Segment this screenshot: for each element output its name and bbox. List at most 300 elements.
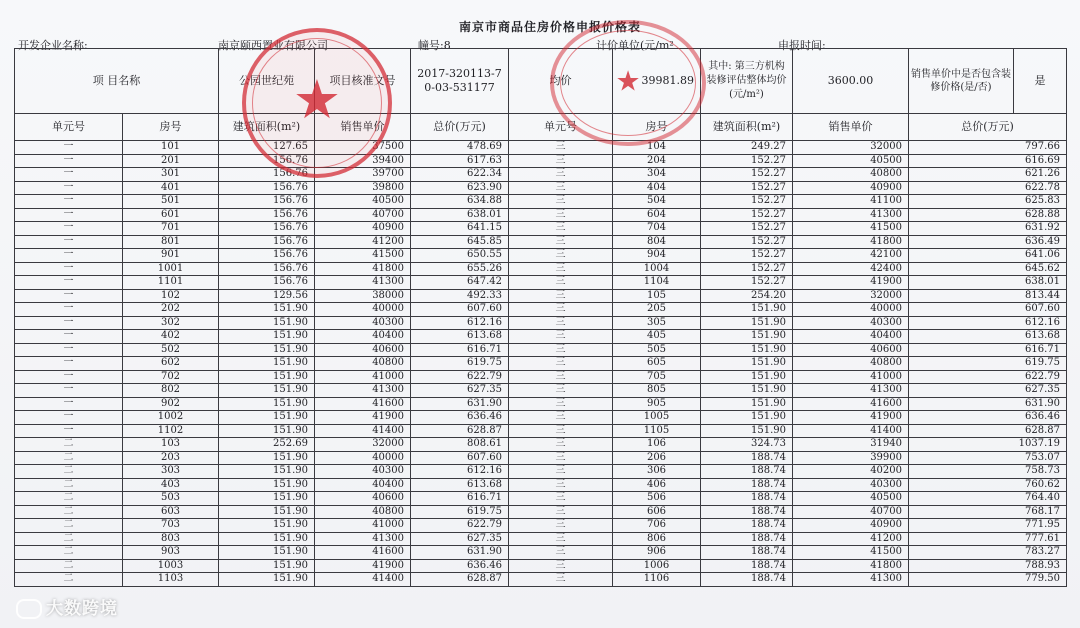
table-cell: 40400 xyxy=(315,330,411,344)
table-cell: 三 xyxy=(509,519,613,533)
table-cell: 40700 xyxy=(315,208,411,222)
table-cell: 151.90 xyxy=(701,370,793,384)
table-cell: 152.27 xyxy=(701,181,793,195)
table-cell: 204 xyxy=(613,154,701,168)
table-cell: 三 xyxy=(509,492,613,506)
table-cell: 41000 xyxy=(315,519,411,533)
table-cell: 628.87 xyxy=(411,424,509,438)
table-cell: 636.49 xyxy=(909,235,1067,249)
table-cell: 156.76 xyxy=(219,154,315,168)
table-cell: 151.90 xyxy=(219,573,315,587)
table-row xyxy=(15,181,1067,195)
table-row xyxy=(15,397,1067,411)
table-cell: 636.46 xyxy=(411,411,509,425)
table-cell: 628.88 xyxy=(909,208,1067,222)
table-cell: 641.06 xyxy=(909,249,1067,263)
table-cell: 41400 xyxy=(793,424,909,438)
developer-label: 开发企业名称: xyxy=(18,39,88,52)
table-cell: 三 xyxy=(509,573,613,587)
table-cell: 40200 xyxy=(793,465,909,479)
table-cell: 188.74 xyxy=(701,519,793,533)
table-cell: 622.34 xyxy=(411,168,509,182)
table-cell: 1105 xyxy=(613,424,701,438)
table-cell: 616.69 xyxy=(909,154,1067,168)
table-cell: 156.76 xyxy=(219,195,315,209)
table-cell: 一 xyxy=(15,154,123,168)
table-cell: 613.68 xyxy=(909,330,1067,344)
table-row xyxy=(15,141,1067,155)
table-cell: 156.76 xyxy=(219,222,315,236)
table-cell: 41800 xyxy=(793,235,909,249)
table-cell: 151.90 xyxy=(219,559,315,573)
table-cell: 152.27 xyxy=(701,195,793,209)
table-cell: 40600 xyxy=(315,492,411,506)
table-cell: 151.90 xyxy=(219,303,315,317)
table-cell: 40600 xyxy=(793,343,909,357)
table-row xyxy=(15,168,1067,182)
table-cell: 1101 xyxy=(123,276,219,290)
table-cell: 152.27 xyxy=(701,262,793,276)
average-price-label: 均价 xyxy=(509,49,613,114)
table-cell: 783.27 xyxy=(909,546,1067,560)
table-cell: 105 xyxy=(613,289,701,303)
table-cell: 151.90 xyxy=(701,303,793,317)
table-cell: 151.90 xyxy=(219,343,315,357)
table-cell: 40700 xyxy=(793,505,909,519)
table-cell: 625.83 xyxy=(909,195,1067,209)
table-row xyxy=(15,451,1067,465)
table-cell: 三 xyxy=(509,262,613,276)
table-cell: 41800 xyxy=(793,559,909,573)
star-icon: ★ xyxy=(615,64,641,98)
table-cell: 156.76 xyxy=(219,235,315,249)
table-cell: 二 xyxy=(15,573,123,587)
table-cell: 619.75 xyxy=(411,505,509,519)
table-cell: 627.35 xyxy=(411,532,509,546)
table-cell: 40000 xyxy=(315,451,411,465)
table-cell: 三 xyxy=(509,249,613,263)
column-header: 销售单价 xyxy=(793,114,909,141)
table-row xyxy=(15,478,1067,492)
table-cell: 631.90 xyxy=(411,546,509,560)
table-cell: 202 xyxy=(123,303,219,317)
table-cell: 406 xyxy=(613,478,701,492)
report-time-label: 申报时间: xyxy=(778,39,826,52)
table-cell: 188.74 xyxy=(701,451,793,465)
table-cell: 623.90 xyxy=(411,181,509,195)
table-cell: 301 xyxy=(123,168,219,182)
table-cell: 129.56 xyxy=(219,289,315,303)
table-cell: 404 xyxy=(613,181,701,195)
table-cell: 一 xyxy=(15,195,123,209)
table-cell: 622.78 xyxy=(909,181,1067,195)
table-cell: 三 xyxy=(509,397,613,411)
table-cell: 705 xyxy=(613,370,701,384)
table-cell: 613.68 xyxy=(411,478,509,492)
column-header: 总价(万元) xyxy=(411,114,509,141)
table-cell: 二 xyxy=(15,465,123,479)
table-cell: 102 xyxy=(123,289,219,303)
table-cell: 一 xyxy=(15,411,123,425)
table-cell: 151.90 xyxy=(219,519,315,533)
table-cell: 188.74 xyxy=(701,478,793,492)
table-cell: 41400 xyxy=(315,573,411,587)
decoration-price-value: 3600.00 xyxy=(793,49,909,114)
table-cell: 二 xyxy=(15,559,123,573)
table-cell: 41900 xyxy=(315,559,411,573)
table-cell: 607.60 xyxy=(411,451,509,465)
table-cell: 三 xyxy=(509,357,613,371)
table-cell: 619.75 xyxy=(909,357,1067,371)
table-cell: 一 xyxy=(15,181,123,195)
table-cell: 205 xyxy=(613,303,701,317)
table-cell: 40000 xyxy=(315,303,411,317)
table-cell: 三 xyxy=(509,222,613,236)
table-cell: 二 xyxy=(15,519,123,533)
table-cell: 40000 xyxy=(793,303,909,317)
table-cell: 40800 xyxy=(793,357,909,371)
table-cell: 206 xyxy=(613,451,701,465)
table-cell: 760.62 xyxy=(909,478,1067,492)
table-cell: 39400 xyxy=(315,154,411,168)
table-cell: 40400 xyxy=(793,330,909,344)
table-cell: 40900 xyxy=(793,181,909,195)
table-cell: 638.01 xyxy=(909,276,1067,290)
table-cell: 41400 xyxy=(315,424,411,438)
table-cell: 二 xyxy=(15,478,123,492)
table-cell: 二 xyxy=(15,532,123,546)
table-cell: 三 xyxy=(509,168,613,182)
table-cell: 478.69 xyxy=(411,141,509,155)
table-cell: 三 xyxy=(509,424,613,438)
table-cell: 151.90 xyxy=(219,316,315,330)
table-cell: 605 xyxy=(613,357,701,371)
table-cell: 617.63 xyxy=(411,154,509,168)
table-cell: 151.90 xyxy=(701,330,793,344)
table-cell: 1006 xyxy=(613,559,701,573)
decoration-included-cell xyxy=(909,49,1067,114)
table-cell: 152.27 xyxy=(701,208,793,222)
table-cell: 188.74 xyxy=(701,532,793,546)
table-cell: 806 xyxy=(613,532,701,546)
table-row xyxy=(15,235,1067,249)
table-cell: 一 xyxy=(15,222,123,236)
table-cell: 101 xyxy=(123,141,219,155)
decoration-included-value: 是 xyxy=(1034,74,1046,87)
table-cell: 612.16 xyxy=(411,465,509,479)
table-cell: 40400 xyxy=(315,478,411,492)
table-cell: 一 xyxy=(15,343,123,357)
table-cell: 1037.19 xyxy=(909,438,1067,452)
table-cell: 152.27 xyxy=(701,222,793,236)
table-cell: 636.46 xyxy=(909,411,1067,425)
table-cell: 41300 xyxy=(315,532,411,546)
table-cell: 156.76 xyxy=(219,168,315,182)
table-cell: 156.76 xyxy=(219,181,315,195)
table-cell: 104 xyxy=(613,141,701,155)
table-row xyxy=(15,424,1067,438)
table-cell: 655.26 xyxy=(411,262,509,276)
table-cell: 40900 xyxy=(793,519,909,533)
table-cell: 616.71 xyxy=(411,492,509,506)
table-cell: 156.76 xyxy=(219,276,315,290)
table-cell: 40500 xyxy=(793,492,909,506)
column-header: 单元号 xyxy=(15,114,123,141)
table-row xyxy=(15,222,1067,236)
table-row xyxy=(15,438,1067,452)
table-cell: 627.35 xyxy=(909,384,1067,398)
table-cell: 三 xyxy=(509,559,613,573)
table-cell: 645.62 xyxy=(909,262,1067,276)
table-cell: 41900 xyxy=(793,276,909,290)
table-cell: 31940 xyxy=(793,438,909,452)
table-cell: 188.74 xyxy=(701,465,793,479)
table-cell: 1004 xyxy=(613,262,701,276)
table-cell: 768.17 xyxy=(909,505,1067,519)
table-cell: 41800 xyxy=(315,262,411,276)
table-cell: 151.90 xyxy=(219,357,315,371)
table-cell: 41600 xyxy=(315,546,411,560)
table-cell: 39900 xyxy=(793,451,909,465)
table-cell: 151.90 xyxy=(701,411,793,425)
table-cell: 156.76 xyxy=(219,208,315,222)
table-cell: 601 xyxy=(123,208,219,222)
table-row xyxy=(15,303,1067,317)
table-cell: 42400 xyxy=(793,262,909,276)
table-cell: 三 xyxy=(509,343,613,357)
table-cell: 492.33 xyxy=(411,289,509,303)
price-table xyxy=(14,48,1067,587)
table-cell: 306 xyxy=(613,465,701,479)
table-cell: 二 xyxy=(15,492,123,506)
table-cell: 40300 xyxy=(315,316,411,330)
table-cell: 506 xyxy=(613,492,701,506)
table-row xyxy=(15,208,1067,222)
project-info-row xyxy=(15,49,1067,114)
table-row xyxy=(15,330,1067,344)
table-cell: 39800 xyxy=(315,181,411,195)
table-cell: 二 xyxy=(15,451,123,465)
table-cell: 一 xyxy=(15,235,123,249)
table-cell: 188.74 xyxy=(701,559,793,573)
table-cell: 三 xyxy=(509,465,613,479)
table-cell: 706 xyxy=(613,519,701,533)
table-cell: 1005 xyxy=(613,411,701,425)
project-name-label: 项 目名称 xyxy=(15,49,219,114)
table-cell: 41300 xyxy=(315,276,411,290)
table-cell: 616.71 xyxy=(411,343,509,357)
table-cell: 127.65 xyxy=(219,141,315,155)
table-cell: 三 xyxy=(509,316,613,330)
table-cell: 39700 xyxy=(315,168,411,182)
table-row xyxy=(15,384,1067,398)
table-cell: 188.74 xyxy=(701,492,793,506)
table-cell: 403 xyxy=(123,478,219,492)
table-row xyxy=(15,154,1067,168)
watermark xyxy=(16,594,118,619)
table-cell: 40600 xyxy=(315,343,411,357)
table-cell: 一 xyxy=(15,276,123,290)
table-cell: 三 xyxy=(509,276,613,290)
table-cell: 41000 xyxy=(315,370,411,384)
table-row xyxy=(15,370,1067,384)
table-cell: 619.75 xyxy=(411,357,509,371)
table-cell: 151.90 xyxy=(219,532,315,546)
table-cell: 三 xyxy=(509,411,613,425)
table-row xyxy=(15,546,1067,560)
table-cell: 一 xyxy=(15,262,123,276)
table-cell: 638.01 xyxy=(411,208,509,222)
table-cell: 41500 xyxy=(793,546,909,560)
column-header: 房号 xyxy=(613,114,701,141)
table-cell: 1003 xyxy=(123,559,219,573)
table-cell: 一 xyxy=(15,303,123,317)
column-header: 房号 xyxy=(123,114,219,141)
table-cell: 602 xyxy=(123,357,219,371)
table-cell: 905 xyxy=(613,397,701,411)
table-cell: 1106 xyxy=(613,573,701,587)
table-cell: 647.42 xyxy=(411,276,509,290)
table-row xyxy=(15,519,1067,533)
table-cell: 40500 xyxy=(793,154,909,168)
table-cell: 41500 xyxy=(793,222,909,236)
table-cell: 808.61 xyxy=(411,438,509,452)
table-cell: 501 xyxy=(123,195,219,209)
column-header: 建筑面积(m²) xyxy=(701,114,793,141)
table-cell: 一 xyxy=(15,384,123,398)
table-cell: 41200 xyxy=(315,235,411,249)
table-cell: 156.76 xyxy=(219,249,315,263)
developer-name: 南京颐西置业有限公司 xyxy=(218,39,328,52)
table-cell: 612.16 xyxy=(909,316,1067,330)
table-cell: 201 xyxy=(123,154,219,168)
table-cell: 779.50 xyxy=(909,573,1067,587)
table-cell: 607.60 xyxy=(909,303,1067,317)
column-header: 总价(万元) xyxy=(909,114,1067,141)
watermark-logo-icon xyxy=(16,599,42,619)
table-cell: 三 xyxy=(509,235,613,249)
table-cell: 803 xyxy=(123,532,219,546)
table-cell: 40800 xyxy=(793,168,909,182)
table-cell: 151.90 xyxy=(219,397,315,411)
table-cell: 650.55 xyxy=(411,249,509,263)
table-cell: 103 xyxy=(123,438,219,452)
table-cell: 41600 xyxy=(315,397,411,411)
table-cell: 一 xyxy=(15,424,123,438)
table-cell: 1002 xyxy=(123,411,219,425)
table-cell: 三 xyxy=(509,532,613,546)
table-row xyxy=(15,465,1067,479)
table-cell: 156.76 xyxy=(219,262,315,276)
table-cell: 631.92 xyxy=(909,222,1067,236)
table-cell: 151.90 xyxy=(701,343,793,357)
table-cell: 704 xyxy=(613,222,701,236)
table-cell: 604 xyxy=(613,208,701,222)
table-cell: 三 xyxy=(509,478,613,492)
table-cell: 254.20 xyxy=(701,289,793,303)
table-cell: 二 xyxy=(15,438,123,452)
table-cell: 151.90 xyxy=(219,546,315,560)
table-cell: 252.69 xyxy=(219,438,315,452)
table-cell: 151.90 xyxy=(219,384,315,398)
table-cell: 151.90 xyxy=(701,424,793,438)
table-cell: 606 xyxy=(613,505,701,519)
table-cell: 804 xyxy=(613,235,701,249)
table-cell: 151.90 xyxy=(701,397,793,411)
table-cell: 802 xyxy=(123,384,219,398)
table-cell: 801 xyxy=(123,235,219,249)
table-cell: 628.87 xyxy=(909,424,1067,438)
table-cell: 一 xyxy=(15,316,123,330)
table-cell: 813.44 xyxy=(909,289,1067,303)
table-row xyxy=(15,357,1067,371)
table-cell: 三 xyxy=(509,181,613,195)
document-title: 南京市商品住房价格申报价格表 xyxy=(458,20,641,34)
table-cell: 758.73 xyxy=(909,465,1067,479)
table-cell: 628.87 xyxy=(411,573,509,587)
table-cell: 41500 xyxy=(315,249,411,263)
table-cell: 701 xyxy=(123,222,219,236)
table-row xyxy=(15,316,1067,330)
table-cell: 一 xyxy=(15,397,123,411)
table-cell: 三 xyxy=(509,141,613,155)
table-cell: 607.60 xyxy=(411,303,509,317)
table-cell: 621.26 xyxy=(909,168,1067,182)
table-row xyxy=(15,573,1067,587)
table-cell: 一 xyxy=(15,330,123,344)
column-header: 单元号 xyxy=(509,114,613,141)
table-cell: 622.79 xyxy=(411,370,509,384)
column-header: 销售单价 xyxy=(315,114,411,141)
table-cell: 三 xyxy=(509,370,613,384)
average-price-value: 39981.89 xyxy=(613,49,701,114)
table-cell: 152.27 xyxy=(701,235,793,249)
star-icon: ★ xyxy=(292,67,342,131)
table-cell: 40300 xyxy=(315,465,411,479)
table-cell: 305 xyxy=(613,316,701,330)
table-cell: 二 xyxy=(15,546,123,560)
table-cell: 903 xyxy=(123,546,219,560)
table-cell: 901 xyxy=(123,249,219,263)
table-cell: 151.90 xyxy=(219,411,315,425)
table-cell: 622.79 xyxy=(411,519,509,533)
table-cell: 249.27 xyxy=(701,141,793,155)
table-row xyxy=(15,559,1067,573)
table-cell: 41100 xyxy=(793,195,909,209)
column-header-row xyxy=(15,114,1067,141)
table-cell: 151.90 xyxy=(701,357,793,371)
table-cell: 三 xyxy=(509,546,613,560)
table-cell: 40900 xyxy=(315,222,411,236)
table-cell: 152.27 xyxy=(701,168,793,182)
table-cell: 188.74 xyxy=(701,505,793,519)
table-cell: 152.27 xyxy=(701,154,793,168)
table-row xyxy=(15,532,1067,546)
table-cell: 152.27 xyxy=(701,249,793,263)
table-cell: 904 xyxy=(613,249,701,263)
table-cell: 771.95 xyxy=(909,519,1067,533)
table-cell: 三 xyxy=(509,154,613,168)
table-cell: 402 xyxy=(123,330,219,344)
table-cell: 一 xyxy=(15,141,123,155)
table-cell: 32000 xyxy=(793,289,909,303)
table-row xyxy=(15,195,1067,209)
table-cell: 41300 xyxy=(793,573,909,587)
table-cell: 631.90 xyxy=(909,397,1067,411)
table-cell: 797.66 xyxy=(909,141,1067,155)
table-cell: 703 xyxy=(123,519,219,533)
table-row xyxy=(15,249,1067,263)
